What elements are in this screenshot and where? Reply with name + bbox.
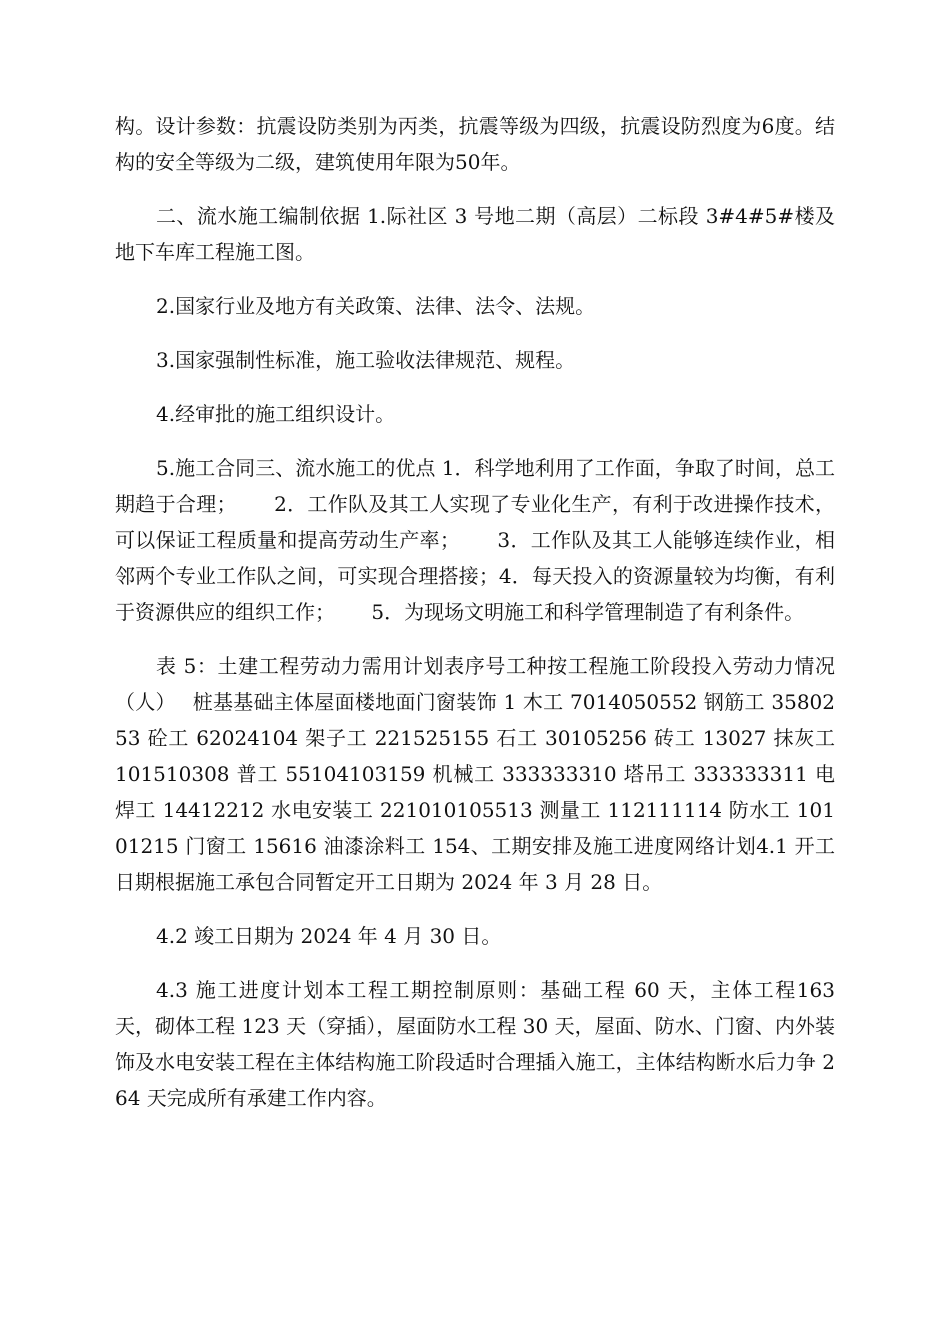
paragraph-design-parameters: 构。设计参数：抗震设防类别为丙类，抗震等级为四级，抗震设防烈度为6度。结构的安全等级为二级，建筑使用年限为50年。	[115, 114, 835, 174]
paragraph-basis-design: 4.经审批的施工组织设计。	[156, 402, 396, 426]
paragraph-completion-date: 4.2 竣工日期为 2024 年 4 月 30 日。	[156, 924, 502, 948]
paragraph-labor-table: 表 5：土建工程劳动力需用计划表序号工种按工程施工阶段投入劳动力情况（人） 桩基基础主体屋面楼地面门窗装饰 1 木工 7014050552 钢筋工 3580253 砼工 62024104 架子工 221525155 石工 30105256 砖工 13027 抹灰工 101510308 普工 55104103159 机械工 333333310 塔吊工 333333311 电焊工 14412212 水电安装工 221010105513 测量工 112111114 防水工 10101215 门窗工 15616 油漆涂料工 154、工期安排及施工进度网络计划4.1 开工日期根据施工承包合同暂定开工日期为 2024 年 3 月 28 日。	[115, 654, 835, 894]
paragraph-basis-policies: 2.国家行业及地方有关政策、法律、法令、法规。	[156, 294, 596, 318]
paragraph-basis-drawings: 二、流水施工编制依据 1.际社区 3 号地二期（高层）二标段 3#4#5#楼及地下车库工程施工图。	[115, 204, 835, 264]
paragraph-advantages: 5.施工合同三、流水施工的优点 1．科学地利用了工作面，争取了时间，总工期趋于合理； 2．工作队及其工人实现了专业化生产，有利于改进操作技术，可以保证工程质量和提高劳动生产率； 3．工作队及其工人能够连续作业，相邻两个专业工作队之间，可实现合理搭接；4．每天投入的资源量较为均衡，有利于资源供应的组织工作； 5．为现场文明施工和科学管理制造了有利条件。	[115, 456, 835, 624]
paragraph-schedule-plan: 4.3 施工进度计划本工程工期控制原则：基础工程 60 天，主体工程163 天，砌体工程 123 天（穿插），屋面防水工程 30 天，屋面、防水、门窗、内外装饰及水电安装工程在主体结构施工阶段适时合理插入施工，主体结构断水后力争 264 天完成所有承建工作内容。	[115, 978, 835, 1110]
document-body	[115, 108, 835, 1134]
paragraph-basis-standards: 3.国家强制性标准，施工验收法律规范、规程。	[156, 348, 576, 372]
